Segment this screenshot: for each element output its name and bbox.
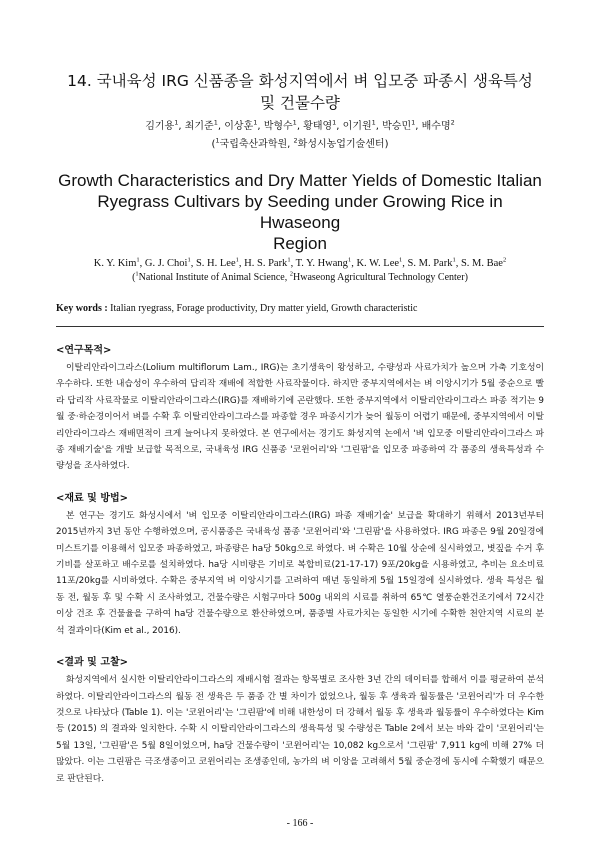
- author-en: G. J. Choi: [144, 258, 188, 269]
- english-authors: K. Y. Kim$^1$, G. J. Choi$^1$, S. H. Lee$^1$, H. S. Park$^1$, T. Y. Hwang$^1$, K. W. Lee$^1$, S. M. Park$^1$, S. M. Bae$^2$: [93, 256, 507, 269]
- keywords-text: Italian ryegrass, Forage productivity, Dry matter yield, Growth characteristic: [107, 303, 418, 314]
- page-number: - 166 -: [286, 818, 314, 829]
- korean-authors: 김기용$^1$, 최기준$^1$, 이상훈$^1$, 박형수$^1$, 황태영$^1$, 이기원$^1$, 박승민$^1$, 배수명$^2$: [145, 118, 455, 132]
- author-en: S. M. Park: [407, 258, 453, 269]
- section-methods: [56, 489, 544, 639]
- section-heading: <연구목적>: [56, 345, 112, 356]
- author-en: S. M. Bae: [460, 258, 503, 269]
- keywords: [56, 303, 544, 314]
- korean-affiliation: ($^1$국립축산과학원, $^2$화성시농업기술센터): [211, 136, 389, 150]
- section-results: [56, 653, 544, 787]
- author-en: H. S. Park: [244, 258, 288, 269]
- korean-title: [56, 70, 544, 114]
- author-ko: 이기원: [342, 121, 372, 132]
- section-heading: <재료 및 방법>: [56, 492, 129, 504]
- author-ko: 박승민: [382, 121, 412, 132]
- section-purpose: [56, 341, 544, 475]
- author-ko: 김기용: [145, 121, 175, 132]
- author-ko: 이상훈: [224, 121, 254, 132]
- section-heading: <결과 및 고찰>: [56, 657, 129, 669]
- author-en: K. Y. Kim: [93, 258, 137, 269]
- author-en: T. Y. Hwang: [295, 258, 348, 269]
- author-en: S. H. Lee: [195, 258, 236, 269]
- author-en: K. W. Lee: [356, 258, 400, 269]
- author-ko: 박형수: [263, 121, 293, 132]
- section-body: 본 연구는 경기도 화성시에서 '벼 입모중 이탈리안라이그라스(IRG) 파종 재배기술' 보급을 확대하기 위해서 2013년부터 2015년까지 3년 동안 수행하였으며, 공시품종은 국내육성 품종 '코윈어리'와 '그린팜'을 사용하였다. IRG 파종은 9월 20일경에 미스트기를 이용해서 입모중 파종하였고, 파종량은 ha당 50kg으로 하였다. 벼 수확은 10월 상순에 실시하였고, 볏짚을 수거 후 기비를 살포하고 배수로를 설치하였다. ha당 시비량은 기비로 복합비료(21-17-17) 9포/20kg을 시용하였고, 추비는 요소비료 11포/20kg를 시비하였다. 수확은 중부지역 벼 이앙시기를 고려하여 매년 동일하게 5월 15일경에 실시하였다. 생육 특성은 월동 전, 월동 후 및 수확 시 조사하였고, 건물수량은 시험구마다 500g 내외의 시료를 취하여 65℃ 열풍순환건조기에서 72시간 이상 건조 후 건물율을 구하여 ha당 건물수량으로 환산하였으며, 품종별 사료가치는 동일한 시기에 수확한 천안지역 시료의 분석 결과이다(Kim et al., 2016).: [56, 510, 544, 636]
- section-body: 화성지역에서 실시한 이탈리안라이그라스의 재배시험 결과는 항목별로 조사한 3년 간의 데이터를 합해서 이를 평균하여 분석하였다. 이탈리안라이그라스의 월동 전 생육은 두 품종 간 별 차이가 없었으나, 월동 후 생육과 월동률은 '코윈어리'가 더 우수한 것으로 나타났다 (Table 1). 이는 '코윈어리'는 '그린팜'에 비해 내한성이 더 강해서 월동 후 생육과 월동률이 우수하였다는 Kim 등 (2015) 의 결과와 일치한다. 수확 시 이탈리안라이그라스의 생육특성 및 수량성은 Table 2에서 보는 바와 같이 '코윈어리'는 5월 13일, '그린팜'은 5월 8일이었으며, ha당 건물수량이 '코윈어리'는 10,082 kg으로서 '그린팜' 7,911 kg에 비해 27% 더 많았다. 이는 그린팜은 극조생종이고 코윈어리는 조생종인데, 농가의 벼 이앙을 고려해서 5월 중순경에 동시에 수확했기 때문으로 판단된다.: [56, 675, 544, 784]
- author-ko: 황태영: [303, 121, 333, 132]
- author-ko: 최기준: [184, 121, 214, 132]
- english-affiliation: ($^1$National Institute of Animal Science, $^2$Hwaseong Agricultural Technology Center): [132, 270, 468, 283]
- keywords-label: Key words :: [56, 303, 108, 314]
- korean-title-line1: 14. 국내육성 IRG 신품종을 화성지역에서 벼 입모중 파종시 생육특성: [67, 72, 533, 90]
- section-body: 이탈리안라이그라스(Lolium multiflorum Lam., IRG)는 초기생육이 왕성하고, 수량성과 사료가치가 높으며 가축 기호성이 우수하다. 또한 내습성이 우수하여 답리작 재배에 적합한 사료작물이다. 하지만 중부지역에서는 벼 이앙시기가 5월 중순으로 빨라 답리작 사료작물로 이탈리안라이그라스(IRG)를 재배하기에 곤란했다. 또한 중부지역에서 이탈리안라이그라스 파종 적기는 9월 중·하순경이어서 벼를 수확 후 이탈리안라이그라스를 파종할 경우 파종시기가 늦어 월동이 어렵기 때문에, 중부지역에서 이탈리안라이그라스 재배면적이 크게 늘어나지 못하였다. 본 연구에서는 경기도 화성지역 논에서 '벼 입모중 이탈리안라이그라스 파종 재배기술'을 개발 보급할 목적으로, 국내육성 IRG 신품종 '코윈어리'와 '그린팜'을 입모중 파종하여 각 품종의 생육특성과 수량성을 조사하였다.: [56, 363, 544, 472]
- korean-title-line2: 및 건물수량: [260, 94, 340, 112]
- author-ko: 배수명: [421, 121, 451, 132]
- english-title: Growth Characteristics and Dry Matter Yields of Domestic Italian Ryegrass Cultivars by Seeding under Growing Rice in Hwaseong Region: [58, 171, 542, 253]
- paper-abstract: [56, 70, 544, 787]
- divider: [56, 326, 544, 327]
